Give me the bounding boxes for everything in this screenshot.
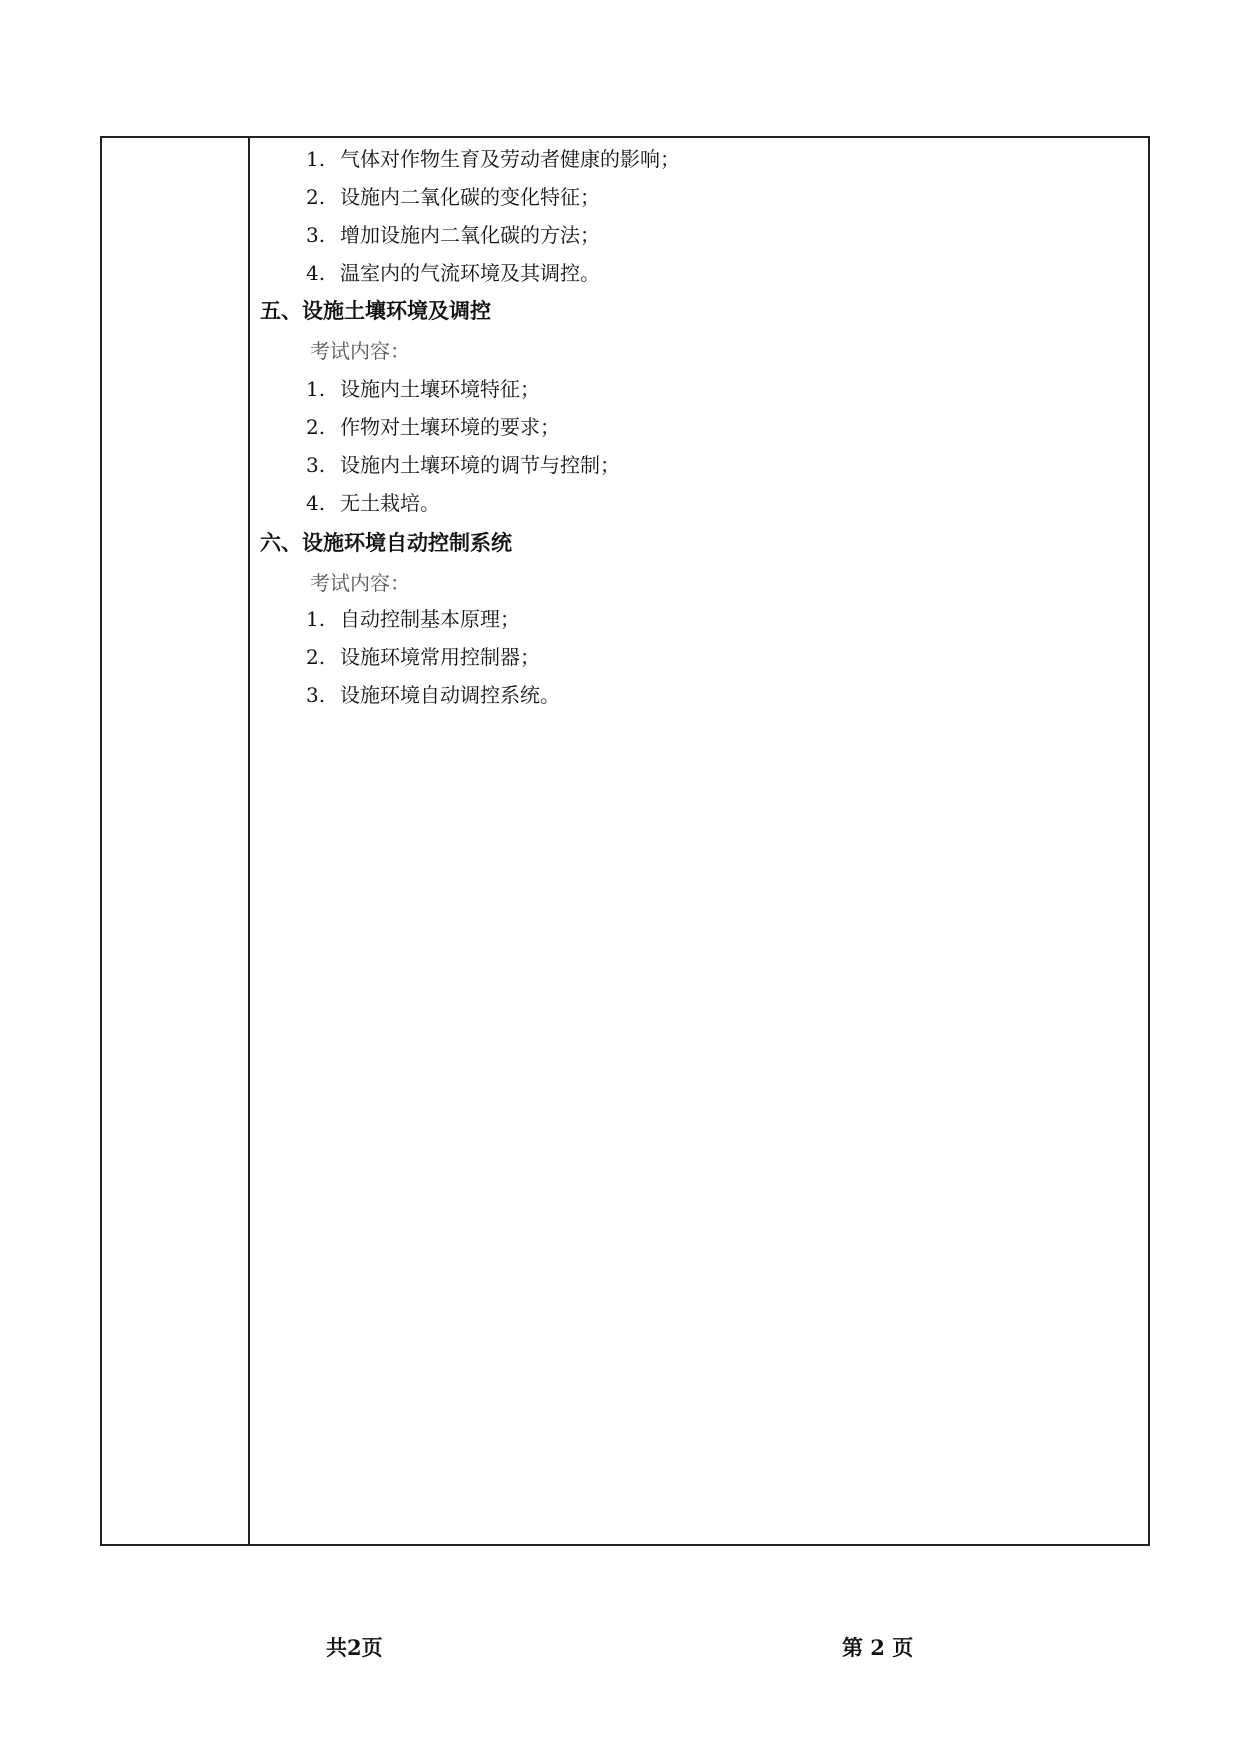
item-text: 设施内二氧化碳的变化特征； <box>340 185 600 209</box>
list-item <box>306 490 440 516</box>
item-number: 3. <box>306 223 326 247</box>
item-number: 1. <box>306 607 326 631</box>
item-number: 3. <box>306 683 326 707</box>
total-pages: 共2页 <box>326 1635 383 1660</box>
list-item <box>306 682 560 708</box>
item-text: 作物对土壤环境的要求； <box>340 415 560 439</box>
section-subtitle: 考试内容： <box>310 339 410 363</box>
list-item <box>306 222 600 248</box>
item-number: 2. <box>306 185 326 209</box>
item-text: 温室内的气流环境及其调控。 <box>340 261 600 285</box>
page-number: 第 2 页 <box>842 1635 914 1660</box>
list-item <box>306 414 560 440</box>
section-subtitle: 考试内容： <box>310 571 410 595</box>
column-divider <box>248 136 250 1546</box>
list-item <box>306 184 600 210</box>
section-heading: 六、设施环境自动控制系统 <box>260 530 512 555</box>
item-text: 设施环境常用控制器； <box>340 645 540 669</box>
item-text: 增加设施内二氧化碳的方法； <box>340 223 600 247</box>
item-number: 4. <box>306 261 326 285</box>
item-text: 设施环境自动调控系统。 <box>340 683 560 707</box>
item-text: 无土栽培。 <box>340 491 440 515</box>
item-number: 3. <box>306 453 326 477</box>
item-number: 2. <box>306 415 326 439</box>
item-number: 4. <box>306 491 326 515</box>
item-text: 设施内土壤环境特征； <box>340 377 540 401</box>
table-frame <box>100 136 1150 1546</box>
list-item <box>306 452 620 478</box>
list-item <box>306 606 520 632</box>
list-item <box>306 376 540 402</box>
item-text: 设施内土壤环境的调节与控制； <box>340 453 620 477</box>
item-text: 气体对作物生育及劳动者健康的影响； <box>340 147 680 171</box>
item-number: 1. <box>306 377 326 401</box>
list-item <box>306 146 680 172</box>
list-item <box>306 644 540 670</box>
list-item <box>306 260 600 286</box>
item-text: 自动控制基本原理； <box>340 607 520 631</box>
section-heading: 五、设施土壤环境及调控 <box>260 298 491 323</box>
item-number: 2. <box>306 645 326 669</box>
item-number: 1. <box>306 147 326 171</box>
